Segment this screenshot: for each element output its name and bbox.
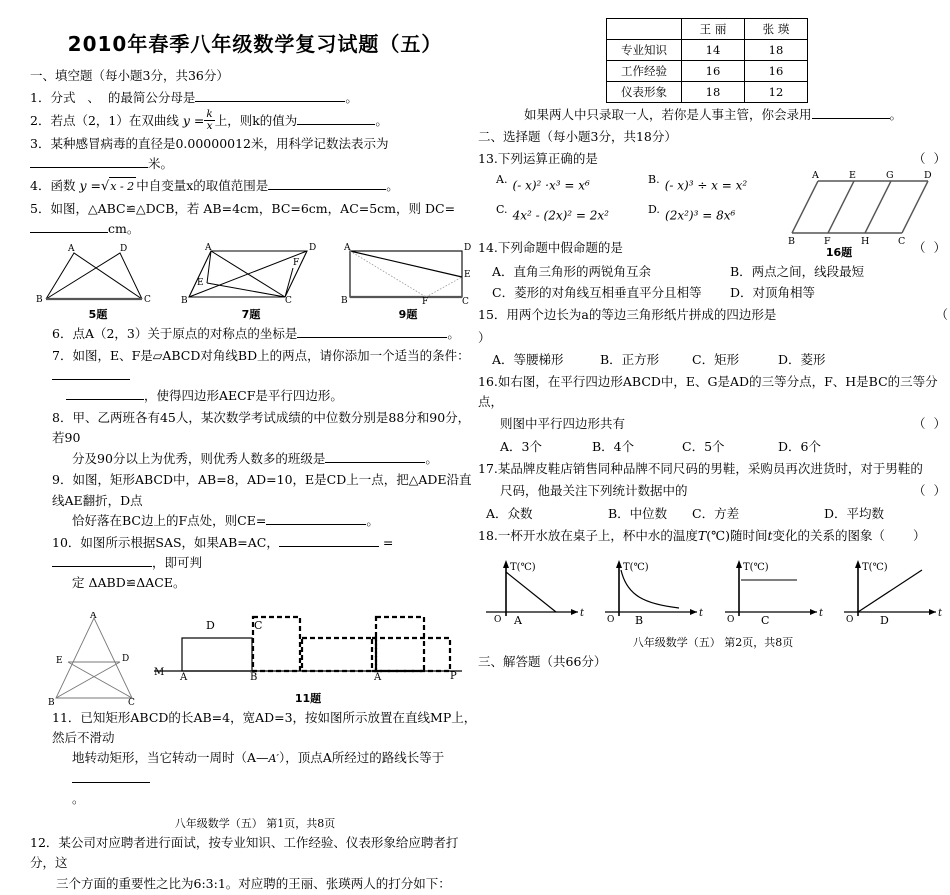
table-cell-2-1: 12 xyxy=(745,82,808,103)
q10-text-1: 如图所示根据SAS，如果AB=AC， xyxy=(80,534,279,550)
question-7-line-2 xyxy=(52,386,480,406)
figure-9-caption: 9题 xyxy=(398,308,418,322)
q15-answer-paren-close[interactable]: ） xyxy=(478,330,491,346)
q18-graph-B[interactable] xyxy=(597,550,709,628)
table-cell-0-0: 14 xyxy=(682,40,745,61)
q3-answer-blank[interactable] xyxy=(30,155,148,168)
q18-graph-C-drawing xyxy=(717,550,829,628)
q17-options-row xyxy=(478,504,948,524)
table-header-row xyxy=(607,19,808,40)
question-11 xyxy=(30,708,480,809)
q7-num: 7． xyxy=(52,347,73,363)
q11-answer-blank[interactable] xyxy=(72,770,150,783)
q8-num: 8． xyxy=(52,410,73,426)
question-4 xyxy=(30,176,480,197)
q11-text-3: ），顶点A所经过的路线长等于 xyxy=(278,750,445,766)
question-2 xyxy=(30,107,480,133)
q12-text-1: 某公司对应聘者进行面试，按专业知识、工作经验、仪表形象给应聘者打分，这 xyxy=(30,835,459,871)
q8-answer-blank[interactable] xyxy=(325,450,425,463)
q18-graph-options xyxy=(478,550,948,628)
q18-D-origin: O xyxy=(845,614,854,625)
svg-text:A: A xyxy=(68,244,75,255)
q6-answer-blank[interactable] xyxy=(297,325,447,338)
left-column xyxy=(30,14,480,895)
q13-option-D[interactable] xyxy=(648,203,735,223)
svg-text:B: B xyxy=(181,296,188,306)
figure-16-drawing xyxy=(788,167,938,247)
svg-text:B: B xyxy=(36,295,43,306)
q14-num: 14. xyxy=(478,240,498,256)
q18-B-xlabel: t xyxy=(699,607,704,619)
table-col-header-1: 王 丽 xyxy=(682,19,745,40)
q12-answer-blank[interactable] xyxy=(812,106,890,119)
q3-text-2: 米。 xyxy=(148,156,174,172)
q1-text-3: 的最简公分母是 xyxy=(107,89,196,105)
table-cell-2-0: 18 xyxy=(682,82,745,103)
question-17 xyxy=(478,459,948,479)
q4-radicand: x - 2 xyxy=(109,177,136,196)
q14-option-C[interactable]: C．菱形的对角线互相垂直平分且相等 xyxy=(492,285,702,301)
q9-num: 9． xyxy=(52,472,73,488)
question-9 xyxy=(30,470,480,531)
q10-text-2: ，即可判 xyxy=(152,554,203,570)
q18-stem-a: 一杯开水放在桌子上，杯中水的温度 xyxy=(497,527,698,543)
figure-7-caption: 7题 xyxy=(241,308,261,322)
svg-text:B: B xyxy=(341,296,348,306)
q18-A-xlabel: t xyxy=(580,607,585,619)
q13-A-expression: (- x)² ·x³ = x⁶ xyxy=(512,178,590,193)
q17-stem-2: 尺码，他最关注下列统计数据中的 xyxy=(500,482,688,498)
question-8-line-2 xyxy=(52,449,480,469)
q16-option-A[interactable]: A．3个 xyxy=(500,439,542,454)
svg-text:A: A xyxy=(205,243,212,254)
q18-graph-B-drawing xyxy=(597,550,709,628)
q13-option-A[interactable] xyxy=(496,173,590,193)
q18-graph-C[interactable] xyxy=(717,550,829,628)
figure-16-caption: 16题 xyxy=(825,245,853,259)
q14-option-A[interactable]: A．直角三角形的两锐角互余 xyxy=(492,263,652,279)
q12-text-2: 三个方面的重要性之比为6:3:1。对应聘的王丽、张瑛两人的打分如下： xyxy=(56,875,451,891)
table-row-label-2: 仪表形象 xyxy=(607,82,682,103)
table-cell-1-0: 16 xyxy=(682,61,745,82)
q2-denominator: x xyxy=(206,119,213,132)
q15-option-A[interactable]: A．等腰梯形 xyxy=(492,352,564,367)
q13-C-label: C. xyxy=(496,202,508,216)
q4-period: 。 xyxy=(386,178,399,194)
section-1-heading: 一、填空题（每小题3分，共36分） xyxy=(30,68,229,83)
q18-graph-D[interactable] xyxy=(836,550,948,628)
q4-answer-blank[interactable] xyxy=(268,177,386,190)
figure-5-drawing xyxy=(34,243,162,305)
q2-period: 。 xyxy=(375,112,388,128)
q11-text-2: 地转动矩形，当它转动一周时（A— xyxy=(72,750,269,766)
svg-text:H: H xyxy=(861,235,870,247)
q13-C-expression: 4x² - (2x)² = 2x² xyxy=(512,208,609,223)
q17-option-B[interactable]: B．中位数 xyxy=(608,505,668,521)
q15-answer-paren-open[interactable]: （ xyxy=(935,307,948,322)
right-column xyxy=(478,14,948,674)
q16-stem-1: 如右图，在平行四边形ABCD中，E、G是AD的三等分点，F、H是BC的三等分点， xyxy=(478,373,938,409)
figure-7-drawing xyxy=(181,243,321,305)
q5-text-1: 如图，△ABC≌△DCB，若 AB=4cm，BC=6cm，AC=5cm，则 DC= xyxy=(50,200,456,216)
q18-B-label: B xyxy=(635,613,644,627)
q15-num: 15． xyxy=(478,307,507,322)
question-3 xyxy=(30,134,480,175)
table-cell-0-1: 18 xyxy=(745,40,808,61)
svg-text:C: C xyxy=(144,295,151,306)
table-row-label-1: 工作经验 xyxy=(607,61,682,82)
svg-text:C: C xyxy=(254,619,263,633)
question-12-tail xyxy=(478,105,948,125)
q14-options-row-2 xyxy=(478,283,948,303)
q18-graph-D-drawing xyxy=(836,550,948,628)
q18-answer-space[interactable] xyxy=(885,528,913,543)
figure-16 xyxy=(788,167,938,258)
q10-answer-blank-1[interactable] xyxy=(279,534,379,547)
question-9-line-2 xyxy=(52,511,480,531)
q9-period: 。 xyxy=(366,512,379,528)
q17-stem-line-2 xyxy=(478,481,948,501)
q18-C-label: C xyxy=(760,613,770,627)
q17-option-A[interactable]: A．众数 xyxy=(486,505,533,521)
svg-text:F: F xyxy=(293,258,300,269)
question-12-line-2 xyxy=(30,874,480,894)
q18-D-ylabel: T(℃) xyxy=(861,561,888,573)
svg-text:P: P xyxy=(450,671,457,683)
q4-equation-lhs: y = xyxy=(79,178,101,194)
q15-paren-close-line xyxy=(478,328,948,348)
svg-text:F: F xyxy=(422,297,429,306)
q18-symbol-t: t xyxy=(767,527,773,543)
q18-num: 18. xyxy=(478,527,498,543)
question-6 xyxy=(30,324,480,344)
q1-num: 1． xyxy=(30,89,51,105)
q5-text-2: cm。 xyxy=(108,220,140,236)
figure-7 xyxy=(181,243,321,322)
q8-text-1: 甲、乙两班各有45人，某次数学考试成绩的中位数分别是88分和90分，若90 xyxy=(52,410,471,446)
section-2-heading: 二、选择题（每小题3分，共18分） xyxy=(478,129,677,145)
q18-D-xlabel: t xyxy=(937,607,943,619)
q2-answer-blank[interactable] xyxy=(297,112,375,125)
svg-text:C: C xyxy=(285,296,292,306)
table-row-label-0: 专业知识 xyxy=(607,40,682,61)
svg-text:E: E xyxy=(56,656,63,667)
q1-text-1: 分式 xyxy=(50,89,76,105)
q7-answer-blank-2[interactable] xyxy=(66,387,144,400)
q13-answer-paren[interactable]: （ ） xyxy=(913,151,948,166)
svg-text:F: F xyxy=(824,235,831,247)
figure-row-middle xyxy=(30,595,480,706)
q2-num: 2． xyxy=(30,112,51,128)
q16-option-D[interactable]: D．6个 xyxy=(778,439,821,454)
page-title: 2010年春季八年级数学复习试题（五） xyxy=(67,32,443,56)
q10-num: 10． xyxy=(52,534,81,550)
q7-text-1: 如图，E、F是▱ABCD对角线BD上的两点，请你添加一个适当的条件： xyxy=(72,347,470,363)
question-1 xyxy=(30,88,480,108)
q10-equals: = xyxy=(382,534,394,550)
q15-option-C[interactable]: C．矩形 xyxy=(692,352,740,367)
q9-text-2: 恰好落在BC边上的F点处，则CE= xyxy=(72,512,267,528)
figure-5-caption: 5题 xyxy=(88,308,108,322)
q13-option-C[interactable] xyxy=(496,203,609,223)
q16-stem-line-2 xyxy=(478,414,948,434)
svg-text:E: E xyxy=(849,169,856,181)
section-3-heading: 三、解答题（共66分） xyxy=(478,653,607,669)
table-col-header-2: 张 瑛 xyxy=(745,19,808,40)
q15-option-D[interactable]: D．菱形 xyxy=(778,352,826,367)
q11-num: 11． xyxy=(52,709,81,725)
q4-num: 4． xyxy=(30,178,51,194)
q14-option-B[interactable]: B．两点之间，线段最短 xyxy=(730,263,865,279)
table-corner-cell xyxy=(607,19,682,40)
table-row xyxy=(607,61,808,82)
table-cell-1-1: 16 xyxy=(745,61,808,82)
q14-option-D[interactable]: D．对顶角相等 xyxy=(730,285,816,301)
figure-10 xyxy=(48,612,144,706)
radical-icon: √ xyxy=(100,179,110,195)
q2-fraction xyxy=(204,109,214,132)
q2-text-2: 上，则k的值为 xyxy=(214,112,298,128)
q16-option-B[interactable]: B．4个 xyxy=(592,439,635,454)
question-18 xyxy=(478,526,948,546)
svg-text:C: C xyxy=(898,235,906,247)
q17-stem-1: 某品牌皮鞋店销售同种品牌不同尺码的男鞋，采购员再次进货时，对于男鞋的 xyxy=(497,460,923,476)
q14-answer-paren[interactable]: （ ） xyxy=(913,240,948,256)
figure-5 xyxy=(34,243,162,322)
svg-text:D: D xyxy=(120,244,128,255)
q2-equation-lhs: y = xyxy=(182,112,205,128)
svg-text:C: C xyxy=(462,297,469,306)
q4-text-2: 中自变量x的取值范围是 xyxy=(136,178,269,194)
q17-option-C[interactable]: C．方差 xyxy=(692,505,740,521)
q17-answer-paren[interactable]: （ ） xyxy=(913,482,948,498)
q8-period: 。 xyxy=(425,450,438,466)
q3-text-1: 某种感冒病毒的直径是0.00000012米，用科学记数法表示为 xyxy=(50,136,389,152)
q16-option-C[interactable]: C．5个 xyxy=(682,439,725,454)
q13-A-label: A. xyxy=(496,172,508,186)
q16-stem-2: 则图中平行四边形共有 xyxy=(500,415,626,431)
svg-text:A: A xyxy=(344,243,351,254)
q7-text-2: ，使得四边形AECF是平行四边形。 xyxy=(144,388,343,404)
q10-text-3: 定 ΔABD≌ΔACE。 xyxy=(72,575,186,591)
svg-text:D: D xyxy=(309,243,317,254)
q4-text-1: 函数 xyxy=(50,178,76,194)
svg-text:B: B xyxy=(48,698,55,707)
q2-numerator: k xyxy=(206,107,213,120)
q13-D-label: D. xyxy=(648,202,660,216)
figure-row-top xyxy=(30,243,480,322)
svg-text:A: A xyxy=(180,672,188,684)
q12-tail-period: 。 xyxy=(889,107,903,122)
q1-period: 。 xyxy=(345,89,358,105)
question-11-line-3 xyxy=(52,789,480,809)
figure-11-caption: 11题 xyxy=(294,692,322,706)
q12-num: 12． xyxy=(30,835,59,851)
q13-B-label: B. xyxy=(648,172,660,186)
q18-stem-c: 变化的关系的图象（ xyxy=(772,527,886,543)
q18-C-origin: O xyxy=(726,614,735,625)
q6-text-1: 点A（2，3）关于原点的对称点的坐标是 xyxy=(72,326,298,342)
question-15 xyxy=(478,305,948,325)
q18-B-ylabel: T(℃) xyxy=(623,561,649,573)
q14-options-row-1 xyxy=(478,262,948,282)
svg-text:C: C xyxy=(128,698,135,707)
q11-text-1: 已知矩形ABCD的长AB=4，宽AD=3，按如图所示放置在直线MP上，然后不滑动 xyxy=(52,709,477,746)
figure-9 xyxy=(340,243,476,322)
table-row xyxy=(607,82,808,103)
question-12 xyxy=(30,833,480,894)
q18-stem-d: ） xyxy=(912,527,926,543)
q12-tail-text: 如果两人中只录取一人，若你是人事主管，你会录用 xyxy=(524,107,812,122)
q5-answer-blank[interactable] xyxy=(30,220,108,233)
question-11-line-2 xyxy=(52,748,480,789)
q18-B-origin: O xyxy=(607,614,615,625)
q18-C-ylabel: T(℃) xyxy=(742,561,769,573)
q17-num: 17. xyxy=(478,460,498,476)
question-8 xyxy=(30,408,480,469)
svg-text:B: B xyxy=(788,235,795,247)
q13-D-expression: (2x²)³ = 8x⁶ xyxy=(665,208,736,223)
q18-stem-b: (℃)随时间 xyxy=(706,527,768,543)
q13-num: 13. xyxy=(478,151,498,166)
applicant-score-table xyxy=(606,18,808,103)
q16-options-row xyxy=(478,437,948,457)
figure-10-drawing xyxy=(48,612,144,706)
q11-period: 。 xyxy=(72,790,85,806)
svg-text:D: D xyxy=(206,619,215,633)
svg-text:D: D xyxy=(924,169,932,181)
q16-answer-paren[interactable]: （ ） xyxy=(913,415,948,431)
q18-symbol-T: T xyxy=(697,527,707,543)
q13-stem: 下列运算正确的是 xyxy=(497,151,598,166)
q13-option-B[interactable] xyxy=(648,173,747,193)
question-10-line-2 xyxy=(52,573,480,593)
q18-graph-A-drawing xyxy=(478,550,590,628)
question-10 xyxy=(30,533,480,594)
svg-text:A: A xyxy=(374,672,382,684)
figure-11 xyxy=(150,595,466,706)
question-5 xyxy=(30,199,480,240)
question-7 xyxy=(30,346,480,407)
q8-text-2: 分及90分以上为优秀，则优秀人数多的班级是 xyxy=(72,450,326,466)
svg-text:E: E xyxy=(464,270,471,281)
q15-options-row xyxy=(478,350,948,370)
svg-text:G: G xyxy=(886,169,894,181)
q5-num: 5． xyxy=(30,200,51,216)
q15-stem: 用两个边长为a的等边三角形纸片拼成的四边形是 xyxy=(506,307,777,322)
q18-A-origin: O xyxy=(494,614,502,625)
svg-text:D: D xyxy=(122,654,130,665)
q7-answer-blank-1[interactable] xyxy=(52,367,130,380)
q9-answer-blank[interactable] xyxy=(266,512,366,525)
question-16 xyxy=(478,372,948,413)
figure-9-drawing xyxy=(340,243,476,305)
q11-a-prime: A′ xyxy=(268,752,279,766)
q16-num: 16. xyxy=(478,373,498,389)
table-row xyxy=(607,40,808,61)
svg-text:M: M xyxy=(154,667,165,679)
footer-page-2: 八年级数学（五） 第2页，共8页 xyxy=(632,635,794,649)
q2-text-1: 若点（2，1）在双曲线 xyxy=(50,112,179,128)
q18-C-xlabel: t xyxy=(818,607,823,619)
figure-11-drawing xyxy=(150,595,466,689)
q9-text-1: 如图，矩形ABCD中，AB=8，AD=10，E是CD上一点，把△ADE沿直线AE翻折，D点 xyxy=(52,472,472,508)
q18-A-label: A xyxy=(514,613,522,627)
q17-option-D[interactable]: D．平均数 xyxy=(824,505,885,521)
svg-text:A: A xyxy=(90,612,97,622)
svg-text:A: A xyxy=(812,169,819,181)
q6-period: 。 xyxy=(447,326,460,342)
svg-text:E: E xyxy=(197,278,204,289)
q14-stem: 下列命题中假命题的是 xyxy=(497,240,623,256)
q1-sep: 、 xyxy=(87,89,100,105)
q1-answer-blank[interactable] xyxy=(195,89,345,102)
svg-text:D: D xyxy=(464,243,472,254)
q3-num: 3． xyxy=(30,136,51,152)
q15-option-B[interactable]: B．正方形 xyxy=(600,352,660,367)
q18-graph-A[interactable] xyxy=(478,550,590,628)
q6-num: 6． xyxy=(52,326,73,342)
q18-D-label: D xyxy=(879,613,889,627)
q13-B-expression: (- x)³ ÷ x = x² xyxy=(664,178,748,193)
svg-text:B: B xyxy=(250,672,258,684)
q18-A-ylabel: T(℃) xyxy=(510,561,536,573)
footer-page-1: 八年级数学（五） 第1页，共8页 xyxy=(174,817,336,831)
q10-answer-blank-2[interactable] xyxy=(52,554,152,567)
